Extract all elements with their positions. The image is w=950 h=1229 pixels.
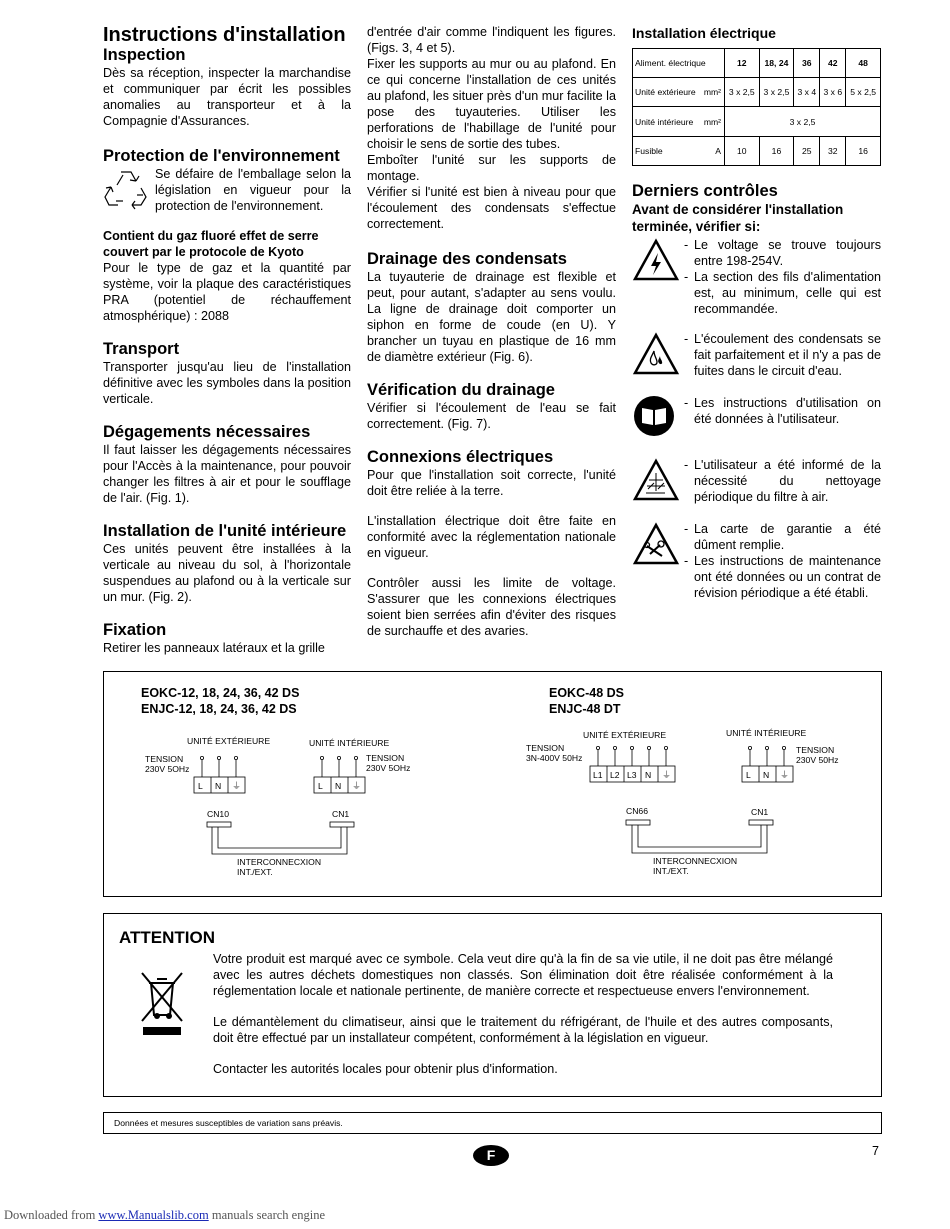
check-group-electrical xyxy=(632,237,881,317)
clearance-text: Il faut laisser les dégagements nécessaires pour l'Accès à la maintenance, pour pouvoir changer les filtres à air et pour le soufflage de l'air. (Fig. 1). xyxy=(103,443,351,505)
wiring-svg xyxy=(104,672,881,896)
electrical-text-1: Pour que l'installation soit correcte, l'unité doit être reliée à la terre. xyxy=(367,468,616,498)
drain-check-heading: Vérification du drainage xyxy=(367,381,555,399)
table-cell: 16 xyxy=(846,137,881,166)
table-cell: 3 x 4 xyxy=(794,78,820,107)
left-out-terminal: L xyxy=(198,781,203,791)
table-header-cell: 42 xyxy=(820,49,846,78)
drain-check-text: Vérifier si l'écoulement de l'eau se fait correctement. (Fig. 7). xyxy=(367,401,616,431)
footer-link[interactable]: www.Manualslib.com xyxy=(98,1208,209,1222)
footer-prefix: Downloaded from xyxy=(4,1208,96,1222)
left-tension-in: TENSION xyxy=(366,753,405,763)
right-model-2: ENJC-48 DT xyxy=(549,702,621,716)
wrench-icon xyxy=(632,521,680,567)
page-title: Instructions d'installation xyxy=(103,24,346,46)
attention-paragraph: Votre produit est marqué avec ce symbole. Cela veut dire qu'à la fin de sa vie utile, il ne doit pas être mélangé avec les autres déchets domestiques non classés. Son élimination doit être réalisée conformément à la réglementation locale et nationale pertinente, de manière correcte et respectueuse envers l'environnement. xyxy=(213,952,833,998)
transport-text: Transporter jusqu'au lieu de l'installation définitive avec les symboles dans la position verticale. xyxy=(103,360,351,406)
gas-heading: Contient du gaz fluoré effet de serre couvert par le protocole de Kyoto xyxy=(103,229,319,259)
left-outdoor-label: UNITÉ EXTÉRIEURE xyxy=(187,736,271,746)
final-checks-heading: Derniers contrôles xyxy=(632,182,778,200)
indoor-install-text: Ces unités peuvent être installées à la verticale au niveau du sol, à l'horizontale suspendues au plafond ou à la verticale sur un mur. (Fig. 2). xyxy=(103,542,351,604)
right-tension-out-val: 3N-400V 50Hz xyxy=(526,753,583,763)
table-header-cell: 12 xyxy=(725,49,760,78)
column-right xyxy=(632,24,881,601)
list-item: - L'utilisateur a été informé de la nécessité du nettoyage périodique du filtre à air. xyxy=(682,457,881,505)
left-tension-out: TENSION xyxy=(145,754,184,764)
electrical-heading: Connexions électriques xyxy=(367,448,554,466)
table-row xyxy=(633,107,881,137)
table-row xyxy=(633,78,881,107)
left-out-terminal: ⏚ xyxy=(232,781,242,791)
check-group-filter xyxy=(632,457,881,507)
final-checks-subheading: Avant de considérer l'installation terminée, vérifier si: xyxy=(632,202,844,234)
check-group-instructions xyxy=(632,395,881,443)
right-in-terminal: ⏚ xyxy=(780,770,790,780)
fixation-continued: d'entrée d'air comme l'indiquent les figures. (Figs. 3, 4 et 5). xyxy=(367,25,616,55)
electrical-text-3: Contrôler aussi les limite de voltage. S'assurer que les connexions électriques soient bien serrées afin d'éviter des risques de surchauffe et des avaries. xyxy=(367,576,616,638)
footer-suffix: manuals search engine xyxy=(211,1208,325,1222)
attention-title: ATTENTION xyxy=(119,928,216,947)
crossed-bin-icon xyxy=(137,969,187,1037)
right-indoor-label: UNITÉ INTÉRIEURE xyxy=(726,728,807,738)
table-row xyxy=(633,49,881,78)
table-cell: 3 x 2,5 xyxy=(725,78,760,107)
right-out-terminal: L1 xyxy=(593,770,603,780)
left-cn-in: CN1 xyxy=(332,809,350,819)
list-item: - La carte de garantie a été dûment remplie. xyxy=(682,521,881,553)
electrical-install-heading: Installation électrique xyxy=(632,25,776,41)
table-header-cell: 48 xyxy=(846,49,881,78)
left-out-terminal: N xyxy=(215,781,222,791)
right-link-2: INT./EXT. xyxy=(653,866,689,876)
page-number: 7 xyxy=(872,1144,880,1158)
indoor-install-heading: Installation de l'unité intérieure xyxy=(103,522,347,540)
right-out-terminal: ⏚ xyxy=(662,770,672,780)
environment-heading: Protection de l'environnement xyxy=(103,147,340,165)
filter-icon xyxy=(632,457,680,503)
left-in-terminal: N xyxy=(335,781,342,791)
fixation-text: Retirer les panneaux latéraux et la grille xyxy=(103,641,325,655)
left-in-terminal: ⏚ xyxy=(352,781,362,791)
fixation-mount: Emboîter l'unité sur les supports de montage. xyxy=(367,153,616,183)
right-outdoor-label: UNITÉ EXTÉRIEURE xyxy=(583,730,667,740)
right-model-1: EOKC-48 DS xyxy=(549,686,625,700)
list-item: - Les instructions d'utilisation on été données à l'utilisateur. xyxy=(682,395,881,427)
book-icon xyxy=(632,395,680,439)
table-header-label: Aliment. électrique xyxy=(633,49,725,78)
column-middle xyxy=(367,24,616,639)
right-out-terminal: N xyxy=(645,770,652,780)
electrical-text-2: L'installation électrique doit être faite en conformité avec la réglementation nationale en vigueur. xyxy=(367,514,616,560)
fixation-level: Vérifier si l'unité est bien à niveau pour que l'écoulement des condensats s'effectue correctement. xyxy=(367,185,616,231)
table-cell: 16 xyxy=(759,137,794,166)
table-cell: 5 x 2,5 xyxy=(846,78,881,107)
fixation-supports: Fixer les supports au mur ou au plafond. En ce qui concerne l'installation de ces unités au plafond, les situer près d'un mur facilite la pose des tuyauteries. Utiliser les perforations de l'habillage de l'unité pour choisir le sens de sortie des tubes. xyxy=(367,57,616,151)
right-cn-in: CN1 xyxy=(751,807,769,817)
water-drop-icon xyxy=(632,331,680,377)
right-tension-in-val: 230V 50Hz xyxy=(796,755,839,765)
check-group-maintenance xyxy=(632,521,881,601)
table-cell: 3 x 2,5 xyxy=(725,107,881,137)
left-in-terminal: L xyxy=(318,781,323,791)
left-tension-in-val: 230V 5OHz xyxy=(366,763,411,773)
notice-box xyxy=(103,1112,882,1134)
left-tension-out-val: 230V 5OHz xyxy=(145,764,190,774)
left-model-1: EOKC-12, 18, 24, 36, 42 DS xyxy=(141,686,300,700)
drain-text: La tuyauterie de drainage est flexible et peut, pour autant, s'adapter au sens voulu. La ligne de drainage doit comporter un siphon en forme de coude (en U). Y brancher un tuyau en plastique de 16 mm de diamètre extérieur (Fig. 6). xyxy=(367,270,616,364)
list-item: - Les instructions de maintenance ont été données ou un contrat de révision périodique a été établi. xyxy=(682,553,881,601)
electrical-hazard-icon xyxy=(632,237,680,283)
list-item: - Le voltage se trouve toujours entre 198-254V. xyxy=(682,237,881,269)
table-cell: 32 xyxy=(820,137,846,166)
attention-paragraph: Le démantèlement du climatiseur, ainsi que le traitement du réfrigérant, de l'huile et des autres composants, doit être effectué par un installateur compétent, conformément à la législation en vigueur. xyxy=(213,1015,833,1045)
right-in-terminal: L xyxy=(746,770,751,780)
list-item: - La section des fils d'alimentation est, au minimum, celle qui est recommandée. xyxy=(682,269,881,317)
attention-text xyxy=(213,951,833,1092)
download-footer xyxy=(4,1208,325,1223)
attention-box xyxy=(103,913,882,1097)
fixation-heading: Fixation xyxy=(103,621,167,639)
recycle-icon xyxy=(103,166,149,210)
column-left xyxy=(103,24,351,656)
table-header-cell: 18, 24 xyxy=(759,49,794,78)
table-cell: 25 xyxy=(794,137,820,166)
left-link-1: INTERCONNECXION xyxy=(237,857,322,867)
check-group-condensate xyxy=(632,331,881,381)
table-cell: 3 x 6 xyxy=(820,78,846,107)
table-cell: 3 x 2,5 xyxy=(759,78,794,107)
right-link-1: INTERCONNECXION xyxy=(653,856,738,866)
table-header-cell: 36 xyxy=(794,49,820,78)
table-row-label: Fusible A xyxy=(633,137,725,166)
table-row-label: Unité extérieure mm² xyxy=(633,78,725,107)
right-cn-out: CN66 xyxy=(626,806,648,816)
gas-text: Pour le type de gaz et la quantité par système, voir la plaque des caractéristiques PRA (potentiel de réchauffement atmosphérique) : 2088 xyxy=(103,261,351,323)
list-item: - L'écoulement des condensats se fait parfaitement et il n'y a pas de fuites dans le circuit d'eau. xyxy=(682,331,881,379)
transport-heading: Transport xyxy=(103,340,180,358)
right-out-terminal: L3 xyxy=(627,770,637,780)
inspection-heading: Inspection xyxy=(103,46,186,64)
left-link-2: INT./EXT. xyxy=(237,867,273,877)
right-tension-in: TENSION xyxy=(796,745,835,755)
left-model-2: ENJC-12, 18, 24, 36, 42 DS xyxy=(141,702,297,716)
drain-heading: Drainage des condensats xyxy=(367,250,567,268)
table-cell: 10 xyxy=(725,137,760,166)
environment-text: Se défaire de l'emballage selon la législation en vigueur pour la protection de l'environnement. xyxy=(155,167,351,213)
environment-block xyxy=(103,166,351,214)
electrical-table xyxy=(632,48,881,166)
clearance-heading: Dégagements nécessaires xyxy=(103,423,311,441)
table-row xyxy=(633,137,881,166)
notice-text: Données et mesures susceptibles de variation sans préavis. xyxy=(114,1118,343,1128)
right-out-terminal: L2 xyxy=(610,770,620,780)
right-in-terminal: N xyxy=(763,770,770,780)
wiring-diagram xyxy=(103,671,882,897)
left-cn-out: CN10 xyxy=(207,809,229,819)
table-row-label: Unité intérieure mm² xyxy=(633,107,725,137)
language-badge: F xyxy=(473,1145,509,1166)
right-tension-out: TENSION xyxy=(526,743,565,753)
left-indoor-label: UNITÉ INTÉRIEURE xyxy=(309,738,390,748)
inspection-text: Dès sa réception, inspecter la marchandise et communiquer par écrit les possibles anomalies au transporteur et à la Compagnie d'Assurances. xyxy=(103,66,351,128)
attention-paragraph: Contacter les autorités locales pour obtenir plus d'information. xyxy=(213,1062,558,1076)
